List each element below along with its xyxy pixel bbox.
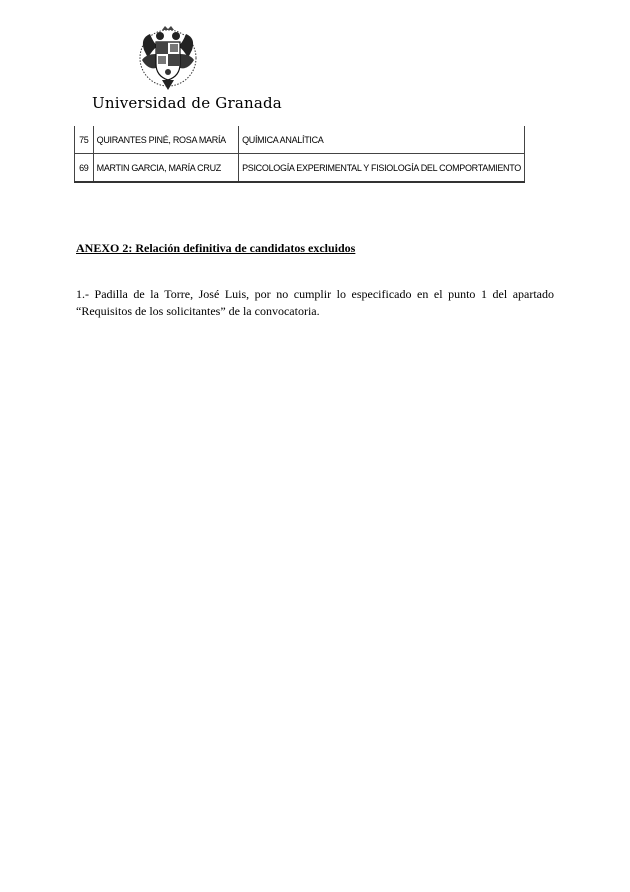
row-number: 75 <box>75 126 94 154</box>
table-row <box>75 154 525 183</box>
row-number: 69 <box>75 154 94 183</box>
university-name: Universidad de Granada <box>92 94 282 112</box>
admitted-candidates-table <box>74 126 525 183</box>
table-row <box>75 126 525 154</box>
university-crest-icon <box>136 24 200 94</box>
candidate-area: PSICOLOGÍA EXPERIMENTAL Y FISIOLOGÍA DEL COMPORTAMIENTO <box>239 154 525 183</box>
candidate-name: QUIRANTES PINÉ, ROSA MARÍA <box>93 126 238 154</box>
candidate-name: MARTIN GARCIA, MARÍA CRUZ <box>93 154 238 183</box>
excluded-candidate-paragraph: 1.- Padilla de la Torre, José Luis, por no cumplir lo especificado en el punto 1 del apartado “Requisitos de los solicitantes” de la convocatoria. <box>76 287 554 318</box>
annex-title: ANEXO 2: Relación definitiva de candidatos excluidos <box>76 241 356 255</box>
candidate-area: QUÍMICA ANALÍTICA <box>239 126 525 154</box>
